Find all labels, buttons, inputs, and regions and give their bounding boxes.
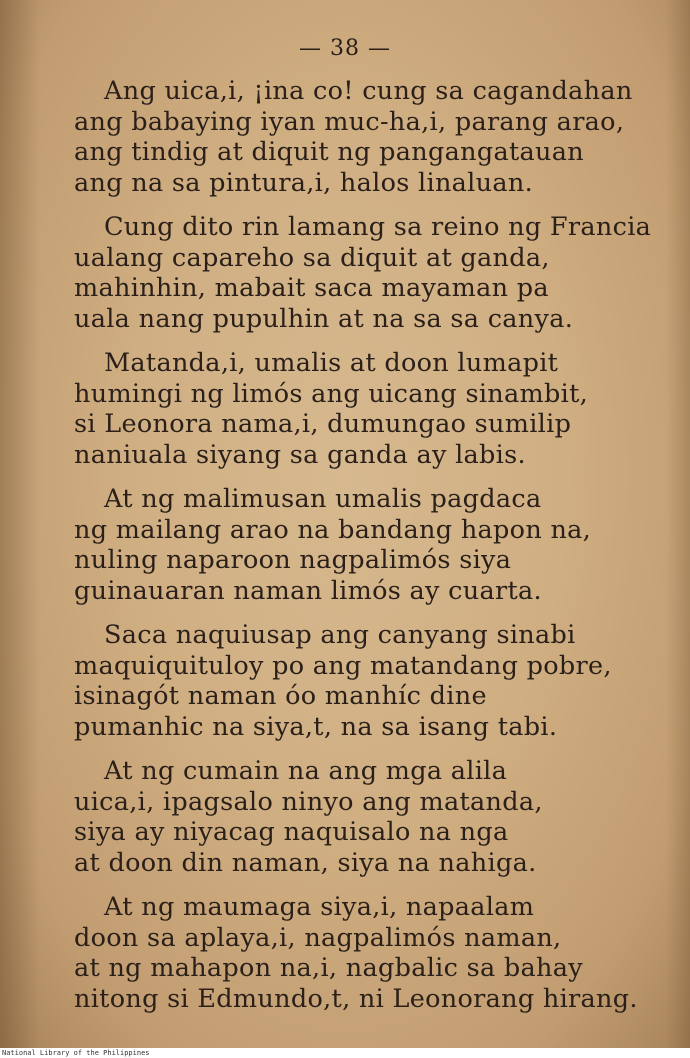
library-credit: National Library of the Philippines [2, 1049, 150, 1057]
verse-line: Saca naquiusap ang canyang sinabi [104, 620, 576, 650]
stanza [0, 620, 690, 742]
verse-line: si Leonora nama,i, dumungao sumilip [74, 409, 572, 439]
stanza [0, 212, 690, 334]
verse-line: Ang uica,i, ¡ina co! cung sa cagandahan [104, 76, 633, 106]
verse-line: at doon din naman, siya na nahiga. [74, 847, 537, 878]
verse-line: siya ay niyacag naquisalo na nga [74, 817, 509, 847]
verse-line: naniuala siyang sa ganda ay labis. [74, 439, 526, 470]
verse-line: uala nang pupulhin at na sa sa canya. [74, 303, 574, 334]
verse-line: ang na sa pintura,i, halos linaluan. [74, 167, 533, 198]
verse-line: pumanhic na siya,t, na sa isang tabi. [74, 711, 558, 742]
verse-line: uica,i, ipagsalo ninyo ang matanda, [74, 786, 543, 817]
verse-line: guinauaran naman limós ay cuarta. [74, 575, 542, 606]
verse-line: at ng mahapon na,i, nagbalic sa bahay [74, 953, 583, 983]
footer-strip [0, 1048, 690, 1058]
stanza [0, 76, 690, 198]
verse-line: humingi ng limós ang uicang sinambit, [74, 378, 589, 409]
verse-line: ang babaying iyan muc-ha,i, parang arao, [74, 106, 625, 137]
stanza [0, 756, 690, 878]
verse-line: doon sa aplaya,i, nagpalimós naman, [74, 922, 562, 953]
verse-line: nitong si Edmundo,t, ni Leonorang hirang. [74, 983, 638, 1014]
verse-line: ang tindig at diquit ng pangangatauan [74, 137, 584, 167]
verse-line: Cung dito rin lamang sa reino ng Francia [104, 212, 652, 242]
stanza [0, 484, 690, 606]
verse-line: At ng maumaga siya,i, napaalam [104, 892, 535, 922]
verse-line: nuling naparoon nagpalimós siya [74, 545, 512, 575]
poem-text [0, 76, 690, 1028]
verse-line: ng mailang arao na bandang hapon na, [74, 514, 592, 545]
stanza [0, 892, 690, 1014]
verse-line: At ng cumain na ang mga alila [104, 756, 508, 786]
verse-line: mahinhin, mabait saca mayaman pa [74, 273, 549, 303]
page-number: — 38 — [299, 36, 391, 61]
stanza [0, 348, 690, 470]
verse-line: maquiquituloy po ang matandang pobre, [74, 650, 612, 681]
verse-line: ualang capareho sa diquit at ganda, [74, 242, 550, 273]
verse-line: Matanda,i, umalis at doon lumapit [104, 348, 559, 378]
verse-line: isinagót naman óo manhíc dine [74, 681, 487, 711]
verse-line: At ng malimusan umalis pagdaca [104, 484, 542, 514]
